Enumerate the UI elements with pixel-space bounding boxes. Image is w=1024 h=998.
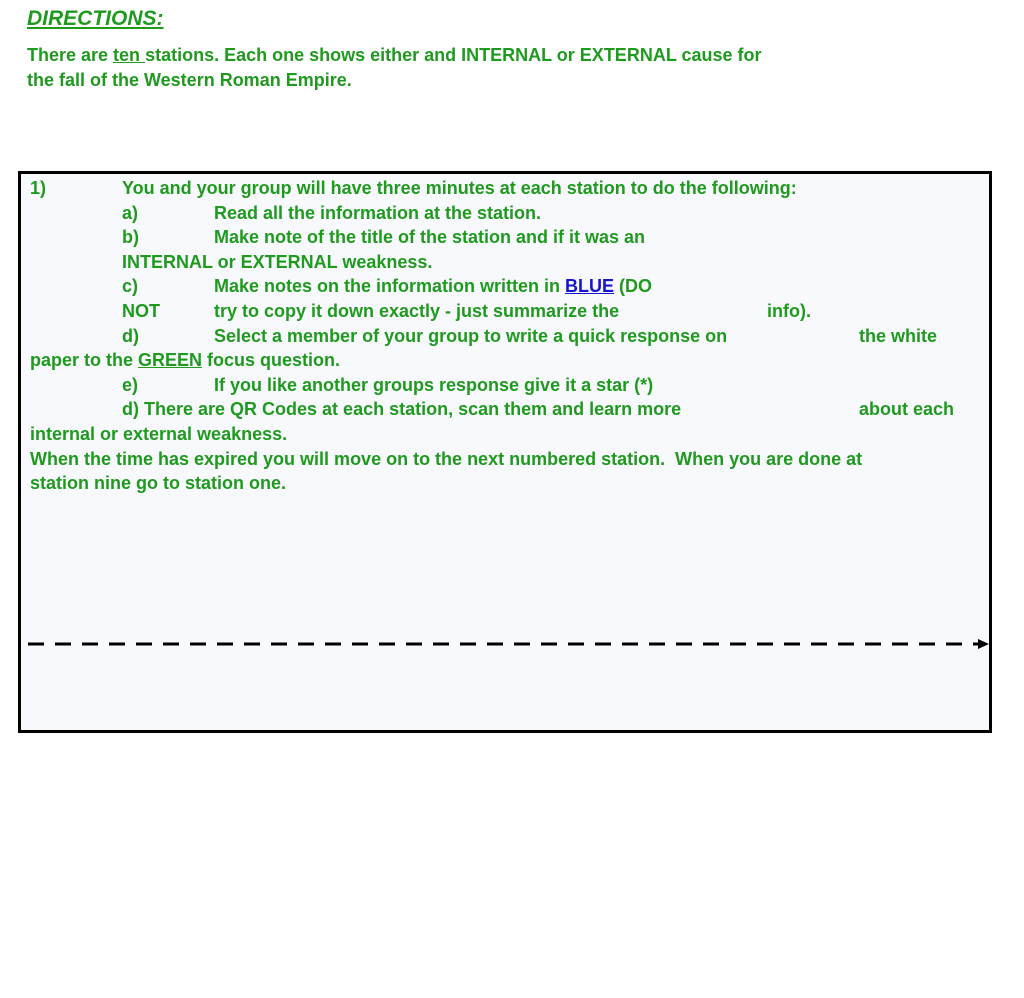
- step-c-cont: [30, 299, 985, 324]
- step-d-continuation-wrap: [30, 348, 340, 373]
- intro-line-1: [27, 43, 927, 68]
- step-a: [30, 201, 985, 226]
- instructions-list: [30, 176, 985, 496]
- step-a-marker: a): [122, 202, 139, 223]
- step-a-text: Read all the information at the station.: [214, 202, 542, 223]
- step-qr: [30, 397, 985, 422]
- step-c: [30, 274, 985, 299]
- step-1-number: 1): [30, 178, 47, 198]
- step-d: [30, 324, 985, 349]
- step-d-text: Select a member of your group to write a quick response on: [214, 325, 728, 346]
- time-text-2: station nine go to station one.: [30, 473, 286, 494]
- step-c-info: info).: [767, 300, 811, 321]
- intro-paragraph: [27, 43, 927, 93]
- step-1: [30, 176, 985, 201]
- time-line-2: [30, 471, 985, 496]
- time-text-1: When the time has expired you will move on to the next numbered station. When you are done at: [30, 448, 863, 469]
- step-c-end: (DO: [614, 276, 653, 297]
- step-e-marker: e): [122, 374, 139, 395]
- step-qr-continuation: internal or external weakness.: [30, 423, 288, 444]
- dashed-arrow: [28, 636, 990, 652]
- step-d-marker: d): [122, 325, 139, 346]
- step-b-marker: b): [122, 227, 139, 248]
- step-d-cont: [30, 348, 985, 373]
- time-line-1: [30, 447, 985, 472]
- intro-line-2: the fall of the Western Roman Empire.: [27, 70, 352, 90]
- step-b-text: Make note of the title of the station and if it was an: [214, 227, 646, 248]
- intro-text-cont: stations. Each one shows either and INTERNAL or EXTERNAL cause for: [145, 45, 762, 65]
- directions-heading: DIRECTIONS:: [27, 7, 164, 30]
- blue-keyword: BLUE: [565, 276, 615, 297]
- step-c-continuation: try to copy it down exactly - just summarize the: [214, 300, 620, 321]
- step-c-text-wrap: [214, 274, 652, 299]
- step-d-tail: the white: [859, 325, 938, 346]
- step-qr-tail: about each: [859, 399, 955, 420]
- step-qr-cont: [30, 422, 985, 447]
- step-e: [30, 373, 985, 398]
- arrow-head-icon: [978, 639, 989, 649]
- step-qr-text: d) There are QR Codes at each station, scan them and learn more: [122, 399, 682, 420]
- instructions-box: [18, 171, 992, 733]
- step-b-cont: [30, 250, 985, 275]
- step-b: [30, 225, 985, 250]
- step-b-continuation: INTERNAL or EXTERNAL weakness.: [122, 251, 433, 272]
- intro-text: There are: [27, 45, 114, 65]
- step-c-text: Make notes on the information written in: [214, 276, 566, 297]
- step-d-continuation: paper to the: [30, 350, 139, 371]
- step-c-not: NOT: [122, 300, 160, 321]
- step-e-text: If you like another groups response give it a star (*): [214, 374, 654, 395]
- step-c-marker: c): [122, 276, 139, 297]
- step-d-continuation-end: focus question.: [202, 350, 341, 371]
- step-1-text: You and your group will have three minutes at each station to do the following:: [122, 178, 797, 198]
- green-keyword: GREEN: [138, 350, 203, 371]
- intro-ten-underlined: ten: [113, 45, 146, 65]
